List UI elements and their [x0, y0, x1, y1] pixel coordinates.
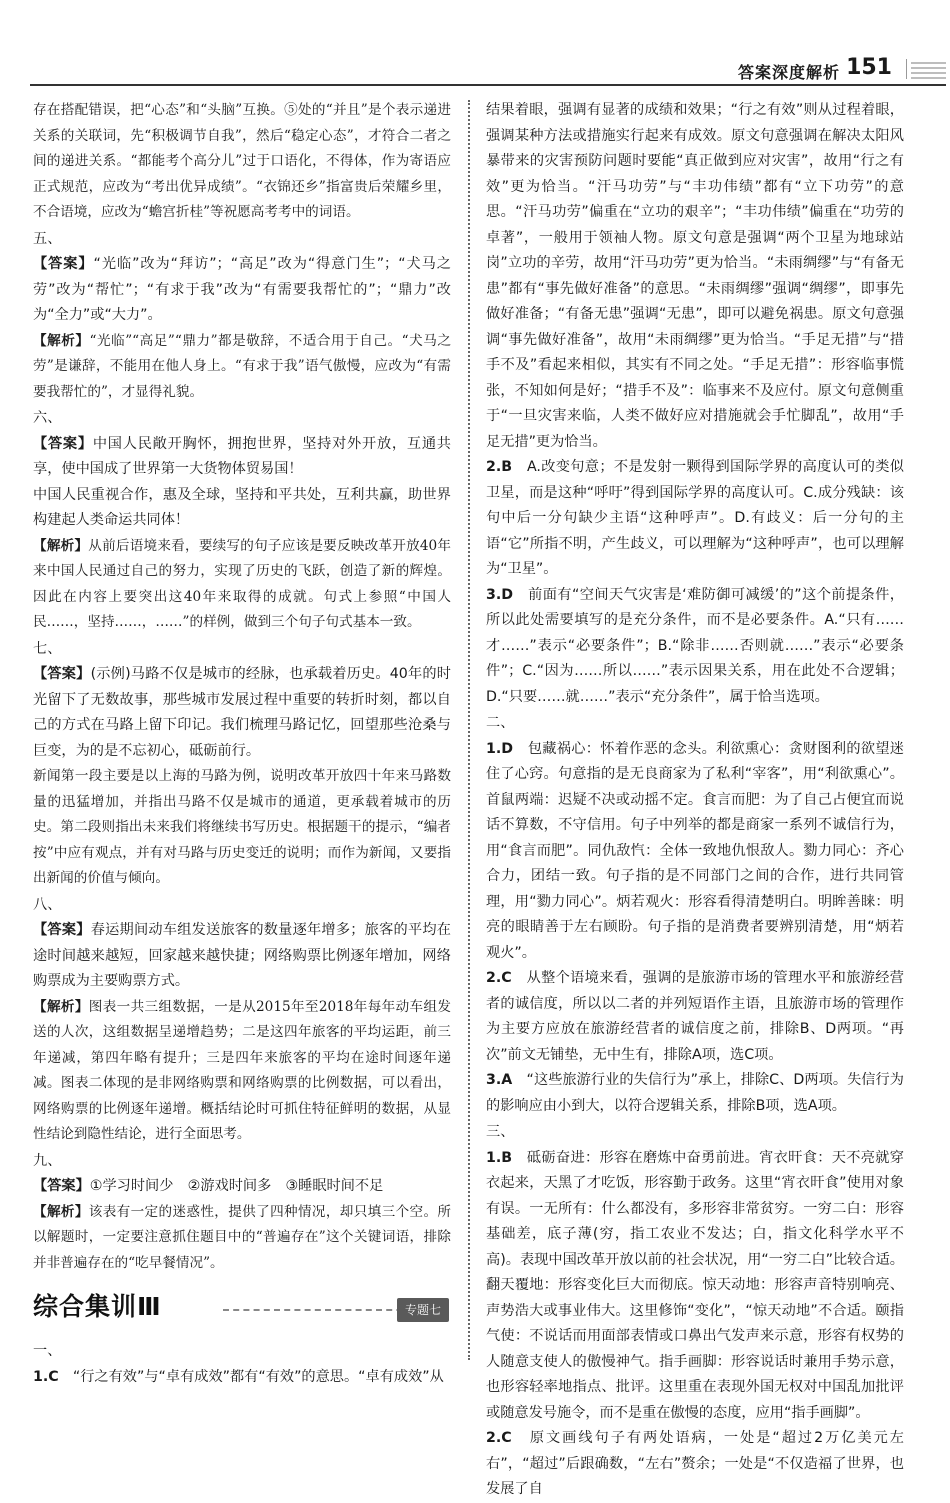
answer-tag: 【答案】	[33, 922, 91, 938]
question-number: 1.C	[33, 1368, 59, 1385]
header-rule	[30, 84, 946, 86]
explanation-text: 该表有一定的迷惑性，提供了四种情况，却只填三个空。所以解题时，一定要注意抓住题目中的“普遍存在”这个关键词语，排除并非普遍存在的“吃早餐情况”。	[33, 1203, 451, 1271]
answer-text: 中国人民敞开胸怀，拥抱世界，坚持对外开放，互通共享，使中国成了世界第一大货物体贸易国！	[33, 435, 451, 477]
question-item	[33, 1365, 451, 1391]
explanation-text: 图表一共三组数据，一是从2015年至2018年每年动车组发送的人次，这组数据呈递增趋势；二是这四年旅客的平均运距，前三年递减，第四年略有提升；三是四年来旅客的平均在途时间逐年递减。图表二体现的是非网络购票和网络购票的比例数据，可以看出，网络购票的比例逐年递增。概括结论时可抓住特征鲜明的数据，从显性结论到隐性结论，进行全面思考。	[33, 998, 451, 1142]
question-number: 3.D	[486, 586, 514, 603]
header-decoration	[906, 59, 946, 79]
explanation-tag: 【解析】	[33, 998, 89, 1015]
explanation-block	[33, 329, 451, 406]
question-number: 2.C	[486, 1430, 512, 1446]
page-header	[0, 0, 950, 84]
explanation-block	[33, 995, 451, 1148]
question-number: 2.B	[486, 459, 513, 475]
question-text: 从整个语境来看，强调的是旅游市场的管理水平和旅游经营者的诚信度，所以以二者的并列短语作主语，且旅游市场的管理作为主要方应放在旅游经营者的诚信度之前，排除B、D两项。“再次”前文无铺垫，无中生有，排除A项，选C项。	[486, 970, 904, 1063]
answer-block	[33, 918, 451, 995]
explanation-block	[33, 534, 451, 636]
answer-paragraph: 存在搭配错误，把“心态”和“头脑”互换。⑤处的“并且”是个表示递进关系的关联词，先“积极调节自我”，然后“稳定心态”，才符合二者之间的递进关系。“都能考个高分儿”过于口语化，不得体，作为寄语应正式规范，应改为“考出优异成绩”。“衣锦还乡”指富贵后荣耀乡里，不合语境，应改为“蟾宫折桂”等祝愿高考考中的词语。	[33, 102, 451, 220]
answer-block	[33, 662, 451, 764]
left-column	[33, 98, 451, 1390]
column-divider	[468, 100, 470, 1360]
section-heading: 六、	[33, 410, 62, 426]
question-item	[486, 1146, 904, 1427]
section-banner	[33, 1280, 451, 1338]
answer-tag: 【答案】	[33, 256, 94, 272]
page-number: 151	[846, 55, 892, 80]
question-number: 1.D	[486, 740, 514, 757]
question-item	[486, 583, 904, 711]
explanation-text: 从前后语境来看，要续写的句子应该是要反映改革开放40年来中国人民通过自己的努力，实现了历史的飞跃，创造了新的辉煌。因此在内容上要突出这40年来取得的成就。句式上参照“中国人民……，坚持……，……”的样例，做到三个句子句式基本一致。	[33, 537, 452, 630]
question-item	[486, 1426, 904, 1503]
answer-tag: 【答案】	[33, 666, 91, 682]
section-heading: 五、	[33, 230, 62, 247]
question-item	[486, 737, 904, 967]
section-heading: 八、	[33, 896, 62, 913]
answer-tag: 【答案】	[33, 1178, 90, 1194]
question-number: 2.C	[486, 970, 512, 986]
answer-paragraph: 结果着眼，强调有显著的成绩和效果；“行之有效”则从过程着眼，强调某种方法或措施实行起来有成效。原文句意强调在解决太阳风暴带来的灾害预防问题时要能“真正做到应对灾害”，故用“行之有效”更为恰当。“汗马功劳”与“丰功伟绩”都有“立下功劳”的意思。“汗马功劳”偏重在“立功的艰辛”；“丰功伟绩”偏重在“功劳的卓著”，一般用于领袖人物。原文句意是强调“两个卫星为地球站岗”立功的辛劳，故用“汗马功劳”更为恰当。“未雨绸缪”与“有备无患”都有“事先做好准备”的意思。“未雨绸缪”强调“绸缪”，即事先做好准备；“有备无患”强调“无患”，即可以避免祸患。原文句意强调“事先做好准备”，故用“未雨绸缪”更为恰当。“手足无措”与“措手不及”看起来相似，其实有不同之处。“手足无措”：形容临事慌张，不知如何是好；“措手不及”：临事来不及应付。原文句意侧重于“一旦灾害来临，人类不做好应对措施就会手忙脚乱”，故用“手足无措”更为恰当。	[486, 102, 904, 450]
question-text: 包藏祸心：怀着作恶的念头。利欲熏心：贪财图利的欲望迷住了心窍。句意指的是无良商家为了私利“宰客”，用“利欲熏心”。首鼠两端：迟疑不决或动摇不定。食言而肥：为了自己占便宜而说话不算数，不守信用。句子中列举的都是商家一系列不诚信行为，用“食言而肥”。同仇敌忾：全体一致地仇恨敌人。勠力同心：齐心合力，团结一致。句子指的是不同部门之间的合作，进行共同管理，用“勠力同心”。炳若观火：形容看得清楚明白。明眸善睐：明亮的眼睛善于左右顾盼。句子指的是消费者要辨别清楚，用“炳若观火”。	[486, 740, 904, 961]
header-title: 答案深度解析	[737, 63, 840, 82]
answer-text: “光临”改为“拜访”；“高足”改为“得意门生”；“犬马之劳”改为“帮忙”；“有求于我”改为“有需要我帮忙的”；“鼎力”改为“全力”或“大力”。	[33, 256, 451, 323]
question-number: 1.B	[486, 1149, 513, 1166]
answer-text-2: 中国人民重视合作，惠及全球，坚持和平共处，互利共赢，助世界构建起人类命运共同体！	[33, 486, 451, 528]
right-column	[486, 98, 904, 1503]
question-item	[486, 1068, 904, 1119]
section-heading: 三、	[486, 1124, 515, 1140]
answer-text: ①学习时间少 ②游戏时间多 ③睡眠时间不足	[89, 1178, 384, 1194]
question-text: A.改变句意；不是发射一颗得到国际学界的高度认可的类似卫星，而是这种“呼吁”得到国际学界的高度认可。C.成分残缺：该句中后一分句缺少主语“这种呼声”。D.有歧义：后一分句的主语“它”所指不明，产生歧义，可以理解为“这种呼声”，也可以理解为“卫星”。	[486, 459, 904, 577]
question-item	[486, 455, 904, 583]
answer-block	[33, 252, 451, 329]
question-number: 3.A	[486, 1072, 513, 1088]
answer-text: (示例)马路不仅是城市的经脉，也承载着历史。40年的时光留下了无数故事，那些城市发展过程中重要的转折时刻，都以自己的方式在马路上留下印记。我们梳理马路记忆，回望那些沧桑与巨变，为的是不忘初心，砥砺前行。	[33, 666, 451, 759]
question-text: “这些旅游行业的失信行为”承上，排除C、D两项。失信行为的影响应由小到大，以符合逻辑关系，排除B项，选A项。	[486, 1072, 904, 1114]
explanation-text: 新闻第一段主要是以上海的马路为例，说明改革开放四十年来马路数量的迅猛增加，并指出马路不仅是城市的通道，更承载着城市的历史。第二段则指出未来我们将继续书写历史。根据题干的提示，“编者按”中应有观点，并有对马路与历史变迁的说明；而作为新闻，又要指出新闻的价值与倾向。	[33, 768, 451, 886]
section-heading: 七、	[33, 640, 62, 657]
explanation-tag: 【解析】	[33, 537, 89, 554]
section-heading: 九、	[33, 1152, 62, 1169]
banner-badge: 专题七	[397, 1298, 449, 1322]
section-heading: 二、	[486, 715, 515, 731]
question-item	[486, 966, 904, 1068]
answer-text: 春运期间动车组发送旅客的数量逐年增多；旅客的平均在途时间越来越短，回家越来越快捷；网络购票比例逐年增加，网络购票成为主要购票方式。	[33, 922, 451, 989]
question-text: “行之有效”与“卓有成效”都有“有效”的意思。“卓有成效”从	[72, 1368, 444, 1385]
answer-tag: 【答案】	[33, 435, 93, 452]
question-text: 原文画线句子有两处语病，一处是“超过2万亿美元左右”，“超过”后跟确数，“左右”赘余；一处是“不仅造福了世界，也发展了自	[486, 1430, 904, 1497]
explanation-tag: 【解析】	[33, 332, 90, 349]
banner-title: 综合集训Ⅲ	[33, 1292, 162, 1321]
explanation-tag: 【解析】	[33, 1203, 89, 1220]
question-text: 前面有“空间天气灾害是‘难防御可减缓’的”这个前提条件，所以此处需要填写的是充分条件，而不是必要条件。A.“只有……才……”表示“必要条件”；B.“除非……否则就……”表示“必要条件”；C.“因为……所以……”表示因果关系，用在此处不合逻辑；D.“只要……就……”表示“充分条件”，属于恰当选项。	[486, 586, 904, 705]
explanation-block	[33, 1200, 451, 1277]
answer-block	[33, 432, 451, 483]
question-text: 砥砺奋进：形容在磨炼中奋勇前进。宵衣旰食：天不亮就穿衣起来，天黑了才吃饭，形容勤于政务。这里“宵衣旰食”使用对象有误。一无所有：什么都没有，多形容非常贫穷。一穷二白：形容基础差，底子薄(穷，指工农业不发达；白，指文化科学水平不高)。表现中国改革开放以前的社会状况，用“一穷二白”比较合适。翻天覆地：形容变化巨大而彻底。惊天动地：形容声音特别响亮、声势浩大或事业伟大。这里修饰“变化”，“惊天动地”不合适。颐指气使：不说话而用面部表情或口鼻出气发声来示意，形容有权势的人随意支使人的傲慢神气。指手画脚：形容说话时兼用手势示意，也形容轻率地指点、批评。这里重在表现外国无权对中国乱加批评或随意发号施令，而不是重在傲慢的态度，应用“指手画脚”。	[486, 1149, 904, 1421]
explanation-text: “光临”“高足”“鼎力”都是敬辞，不适合用于自己。“犬马之劳”是谦辞，不能用在他人身上。“有求于我”语气傲慢，应改为“有需要我帮忙的”，才显得礼貌。	[33, 332, 451, 400]
section-heading: 一、	[33, 1343, 62, 1359]
answer-block	[33, 1174, 451, 1200]
